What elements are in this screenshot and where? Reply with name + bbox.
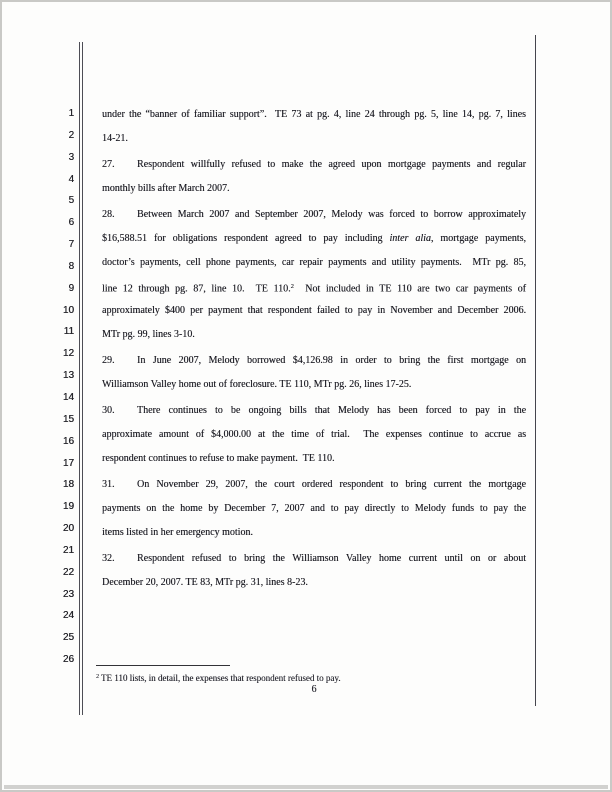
text-line: 31. On November 29, 2007, the court ordered respondent to bring current the mortgage	[102, 473, 526, 497]
paragraph-27	[102, 153, 526, 201]
line-number: 3	[68, 151, 74, 163]
paragraph-32	[102, 547, 526, 595]
text-line: 30. There continues to be ongoing bills that Melody has been forced to pay in the	[102, 399, 526, 423]
line-number: 13	[62, 370, 74, 382]
footnote	[96, 671, 526, 684]
paragraph-number: 32.	[102, 553, 115, 564]
line-number: 17	[62, 457, 74, 469]
line-number: 24	[62, 610, 74, 622]
line-number: 4	[68, 173, 74, 185]
page-number: 6	[311, 684, 317, 695]
footnote-text: TE 110 lists, in detail, the expenses that respondent refused to pay.	[101, 673, 341, 683]
text-line: approximate amount of $4,000.00 at the time of trial. The expenses continue to accrue as	[102, 429, 527, 440]
line-number: 10	[62, 304, 74, 316]
paragraph-number: 27.	[102, 159, 115, 170]
text-line: monthly bills after March 2007.	[102, 183, 230, 194]
paragraph-continuation	[102, 103, 526, 151]
paragraph-30	[102, 399, 526, 471]
line-number: 11	[63, 326, 74, 338]
text-line: Williamson Valley home out of foreclosure. TE 110, MTr pg. 26, lines 17-25.	[102, 379, 412, 390]
line-number: 8	[68, 260, 74, 272]
line-number: 9	[68, 282, 74, 294]
paragraph-29	[102, 349, 526, 397]
line-number-column	[32, 103, 74, 671]
text-line: under the “banner of familiar support”. TE 73 at pg. 4, line 24 through pg. 5, line 14, pg. 7, lines	[102, 109, 526, 120]
paragraph-number: 30.	[102, 405, 115, 416]
text-line: doctor’s payments, cell phone payments, car repair payments and utility payments. MTr pg. 85,	[102, 257, 526, 268]
paragraph-number: 28.	[102, 209, 115, 220]
text-line: $16,588.51 for obligations respondent agreed to pay including inter alia, mortgage payments,	[102, 233, 526, 244]
line-number: 19	[62, 501, 74, 513]
line-number: 25	[62, 632, 74, 644]
line-number: 12	[62, 348, 74, 360]
line-number: 6	[68, 217, 74, 229]
text-line: 32. Respondent refused to bring the Williamson Valley home current until on or about	[102, 547, 526, 571]
footnote-separator-rule	[96, 665, 230, 666]
text-line: items listed in her emergency motion.	[102, 527, 253, 538]
footnote-marker: 2	[96, 674, 99, 680]
line-number: 7	[68, 239, 74, 251]
line-number: 5	[68, 195, 74, 207]
text-line: 27. Respondent willfully refused to make the agreed upon mortgage payments and regular	[102, 153, 526, 177]
right-vertical-rule	[535, 35, 536, 706]
text-line: MTr pg. 99, lines 3-10.	[102, 329, 195, 340]
line-number: 20	[62, 523, 74, 535]
paragraph-number: 29.	[102, 355, 115, 366]
line-number: 14	[62, 391, 74, 403]
line-number: 26	[62, 654, 74, 666]
paragraph-28	[102, 203, 526, 347]
line-number: 2	[68, 129, 74, 141]
paragraph-31	[102, 473, 526, 545]
line-number: 1	[68, 108, 74, 119]
scan-bottom-edge	[4, 785, 608, 789]
footnote-reference: 2	[290, 283, 294, 290]
line-number: 22	[62, 566, 74, 578]
text-line: payments on the home by December 7, 2007 and to pay directly to Melody funds to pay the	[102, 503, 527, 514]
document-text	[102, 103, 526, 597]
paragraph-number: 31.	[102, 479, 115, 490]
text-line: 28. Between March 2007 and September 2007, Melody was forced to borrow approximately	[102, 203, 526, 227]
text-line: respondent continues to refuse to make payment. TE 110.	[102, 453, 335, 464]
text-line: 14-21.	[102, 133, 128, 144]
line-number: 15	[62, 413, 74, 425]
text-line: line 12 through pg. 87, line 10. TE 110.$^2$ Not included in TE 110 are two car payments of	[102, 283, 526, 295]
line-number: 23	[62, 588, 74, 600]
line-number: 21	[62, 544, 74, 556]
left-double-rule	[79, 42, 83, 715]
text-line: approximately $400 per payment that respondent failed to pay in November and December 2006.	[102, 305, 527, 316]
text-line: 29. In June 2007, Melody borrowed $4,126.98 in order to bring the first mortgage on	[102, 349, 526, 373]
line-number: 16	[62, 435, 74, 447]
latin-phrase-italic: inter alia	[389, 233, 431, 244]
text-line: December 20, 2007. TE 83, MTr pg. 31, lines 8-23.	[102, 577, 308, 588]
line-number: 18	[62, 479, 74, 491]
